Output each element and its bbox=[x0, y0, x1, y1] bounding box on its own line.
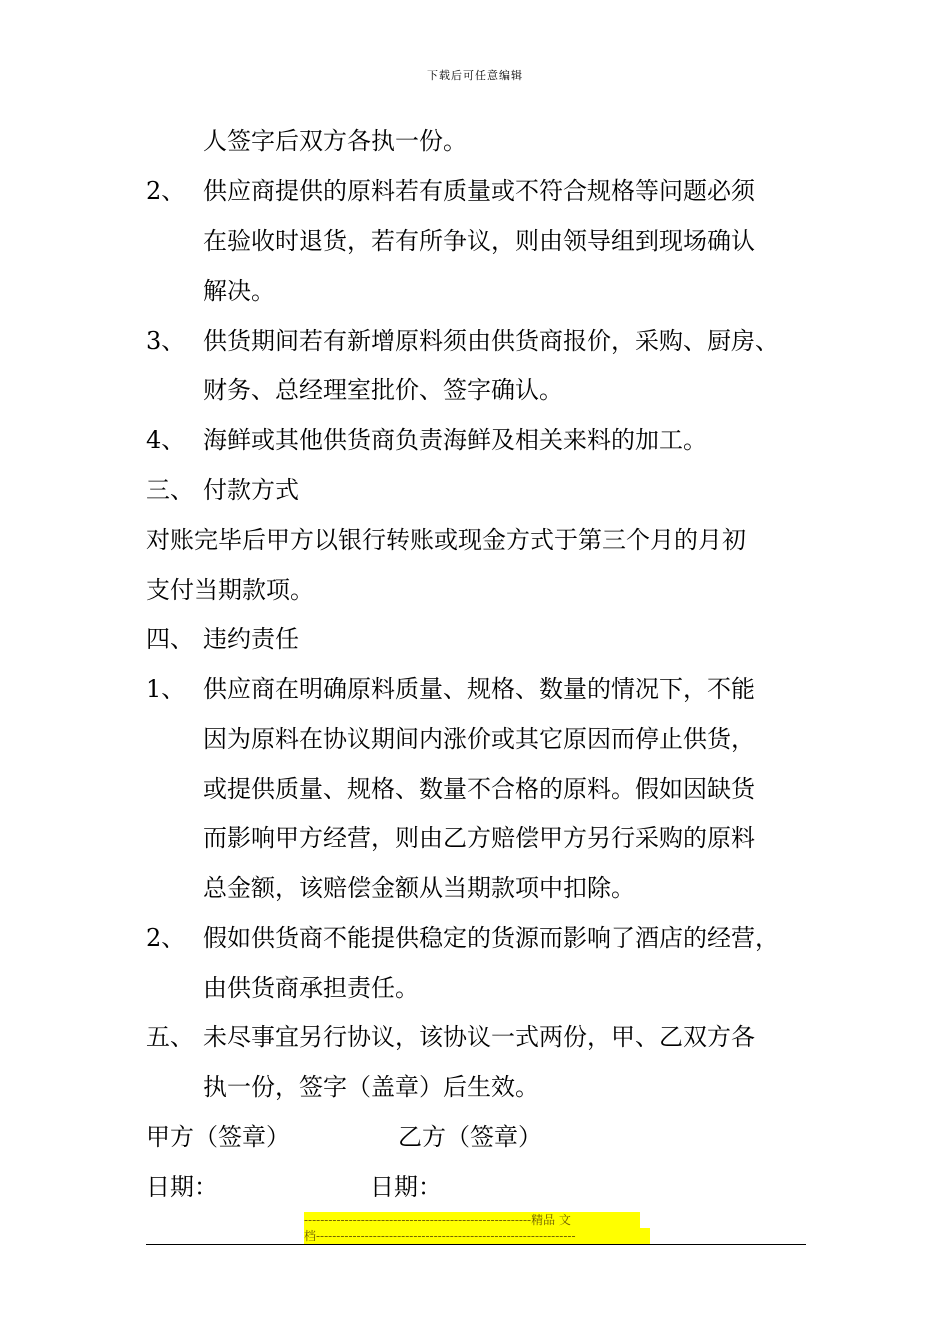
party-a-date-label: 日期： bbox=[146, 1173, 218, 1201]
party-a-signature-label: 甲方（签章） bbox=[146, 1123, 290, 1151]
text-line: 因为原料在协议期间内涨价或其它原因而停止供货， bbox=[203, 725, 755, 753]
item-number: 3、 bbox=[146, 327, 186, 355]
item-number: 1、 bbox=[146, 675, 186, 703]
text-line: 总金额，该赔偿金额从当期款项中扣除。 bbox=[203, 874, 635, 902]
text-line: 而影响甲方经营，则由乙方赔偿甲方另行采购的原料 bbox=[203, 824, 755, 852]
text-line: 假如供货商不能提供稳定的货源而影响了酒店的经营， bbox=[203, 924, 779, 952]
section-heading: 付款方式 bbox=[203, 476, 299, 504]
item-number: 2、 bbox=[146, 924, 186, 952]
footer-line-1: --------------------------------------------------------精品 文 bbox=[304, 1212, 640, 1228]
item-number: 2、 bbox=[146, 177, 186, 205]
text-line: 支付当期款项。 bbox=[146, 576, 314, 604]
section-number: 三、 bbox=[146, 476, 194, 504]
page-header-note: 下载后可任意编辑 bbox=[427, 69, 523, 82]
text-line: 解决。 bbox=[203, 277, 275, 305]
text-line: 在验收时退货，若有所争议，则由领导组到现场确认 bbox=[203, 227, 755, 255]
text-line: 供应商提供的原料若有质量或不符合规格等问题必须 bbox=[203, 177, 755, 205]
text-line: 或提供质量、规格、数量不合格的原料。假如因缺货 bbox=[203, 775, 755, 803]
text-line: 供货期间若有新增原料须由供货商报价，采购、厨房、 bbox=[203, 327, 779, 355]
section-number: 五、 bbox=[146, 1023, 194, 1051]
item-number: 4、 bbox=[146, 426, 186, 454]
text-line: 由供货商承担责任。 bbox=[203, 974, 419, 1002]
text-line: 财务、总经理室批价、签字确认。 bbox=[203, 376, 563, 404]
text-line: 人签字后双方各执一份。 bbox=[203, 127, 467, 155]
text-line: 供应商在明确原料质量、规格、数量的情况下，不能 bbox=[203, 675, 755, 703]
footer-line-2: 档---------------------------------------------------------------- bbox=[304, 1228, 650, 1244]
text-line: 对账完毕后甲方以银行转账或现金方式于第三个月的月初 bbox=[146, 526, 746, 554]
party-b-signature-label: 乙方（签章） bbox=[398, 1123, 542, 1151]
section-heading: 违约责任 bbox=[203, 625, 299, 653]
footer-watermark bbox=[304, 1212, 650, 1244]
party-b-date-label: 日期： bbox=[370, 1173, 442, 1201]
section-number: 四、 bbox=[146, 625, 194, 653]
text-line: 未尽事宜另行协议，该协议一式两份，甲、乙双方各 bbox=[203, 1023, 755, 1051]
footer-divider bbox=[146, 1244, 806, 1245]
text-line: 执一份，签字（盖章）后生效。 bbox=[203, 1073, 539, 1101]
text-line: 海鲜或其他供货商负责海鲜及相关来料的加工。 bbox=[203, 426, 707, 454]
